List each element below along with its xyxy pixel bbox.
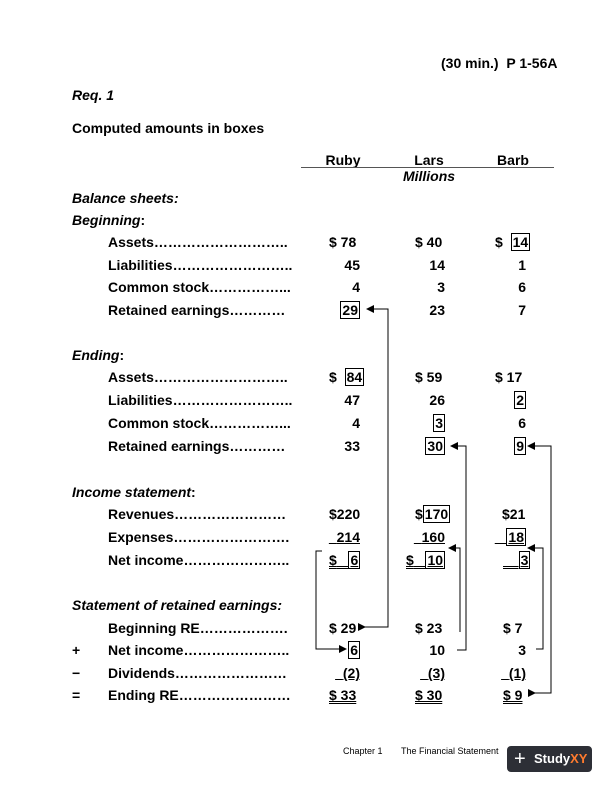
row-sign: +: [72, 642, 81, 658]
ruby-value: $ 78: [329, 234, 357, 250]
computed-box: 3: [520, 552, 529, 568]
ruby-value: $220: [329, 506, 361, 522]
computed-box: 14: [512, 234, 529, 250]
row-label: Assets………………………..: [108, 369, 288, 385]
col-header-ruby: Ruby: [325, 152, 361, 168]
lars-value: (3): [427, 665, 445, 681]
ruby-value: 214: [336, 529, 360, 545]
ruby-value: $ 6: [329, 552, 359, 568]
computed-box: 84: [346, 369, 363, 385]
barb-value: 3: [518, 642, 526, 658]
ruby-value: $ 84: [329, 369, 363, 385]
lars-value: 14: [429, 257, 445, 273]
balance-sheets-title: Balance sheets:: [72, 190, 179, 206]
row-sign: −: [72, 665, 81, 681]
lars-value: 10: [429, 642, 445, 658]
beginning-heading: Beginning:: [72, 212, 146, 228]
subtitle: Computed amounts in boxes: [72, 120, 265, 136]
row-label: Liabilities……………………..: [108, 392, 293, 408]
row-label: Expenses…………………….: [108, 529, 290, 545]
retained-heading: Statement of retained earnings:: [72, 597, 283, 613]
footer-title: The Financial Statement: [401, 746, 499, 756]
barb-value: $ 17: [495, 369, 523, 385]
computed-box: 30: [427, 438, 443, 454]
ruby-value: 33: [344, 438, 360, 454]
logo-text: StudyXY: [534, 751, 588, 766]
barb-value: 1: [518, 257, 526, 273]
row-sign: =: [72, 687, 81, 703]
computed-box: 10: [427, 552, 444, 568]
col-header-barb: Barb: [497, 152, 529, 168]
computed-box: 2: [516, 392, 524, 408]
barb-value: 6: [518, 279, 526, 295]
computed-box: 170: [424, 506, 449, 522]
lars-value: $ 10: [406, 552, 444, 568]
lars-value: 26: [429, 392, 445, 408]
lars-value: $ 40: [415, 234, 443, 250]
row-label: Net income…………………..: [108, 642, 290, 658]
footer-chapter: Chapter 1: [343, 746, 383, 756]
plus-icon: +: [514, 748, 526, 770]
ruby-value: 4: [352, 279, 360, 295]
row-label: Retained earnings…………: [108, 438, 286, 454]
computed-box: 6: [350, 552, 359, 568]
computed-box: 3: [435, 415, 443, 431]
requirement-label: Req. 1: [72, 87, 115, 103]
ruby-beginning-re-arrow: [365, 309, 388, 627]
income-heading: Income statement:: [72, 484, 196, 500]
barb-net-income-arrow: [528, 548, 543, 649]
row-label: Retained earnings…………: [108, 302, 286, 318]
lars-value: 3: [437, 279, 445, 295]
computed-box: 6: [350, 642, 358, 658]
studyxy-logo: [507, 746, 592, 772]
lars-value: $ 30: [415, 687, 443, 703]
row-label: Ending RE……………………: [108, 687, 291, 703]
units-label: Millions: [402, 168, 456, 184]
barb-value: $ 7: [503, 620, 523, 636]
row-label: Beginning RE……………….: [108, 620, 288, 636]
barb-value: $ 14: [495, 234, 529, 250]
lars-net-income-arrow: [449, 548, 460, 632]
computed-box: 18: [508, 529, 524, 545]
lars-value: $ 59: [415, 369, 443, 385]
ruby-value: 45: [344, 257, 360, 273]
barb-ending-re-arrow: [528, 446, 551, 693]
lars-value: $ 23: [415, 620, 443, 636]
barb-value: (1): [508, 665, 526, 681]
barb-value: $21: [502, 506, 526, 522]
computed-box: 29: [342, 302, 358, 318]
barb-value: $ 9: [503, 687, 523, 703]
lars-value: 160: [421, 529, 445, 545]
row-label: Liabilities……………………..: [108, 257, 293, 273]
row-label: Revenues……………………: [108, 506, 287, 522]
time-estimate: (30 min.): [441, 55, 499, 71]
row-label: Dividends……………………: [108, 665, 287, 681]
ruby-net-income-arrow: [316, 551, 346, 649]
ruby-value: (2): [342, 665, 360, 681]
barb-value: 7: [518, 302, 526, 318]
ending-heading: Ending:: [72, 347, 125, 363]
row-label: Common stock……………...: [108, 279, 291, 295]
computed-box: 9: [516, 438, 524, 454]
ruby-value: $ 33: [329, 687, 357, 703]
col-header-lars: Lars: [414, 152, 444, 168]
lars-value: $ 170: [415, 506, 449, 522]
problem-number: P 1-56A: [506, 55, 558, 71]
barb-value: 6: [518, 415, 526, 431]
row-label: Assets………………………..: [108, 234, 288, 250]
row-label: Net income…………………..: [108, 552, 290, 568]
ruby-value: 47: [344, 392, 360, 408]
ruby-value: 4: [352, 415, 360, 431]
row-label: Common stock……………...: [108, 415, 291, 431]
lars-value: 23: [429, 302, 445, 318]
ruby-value: $ 29: [329, 620, 357, 636]
